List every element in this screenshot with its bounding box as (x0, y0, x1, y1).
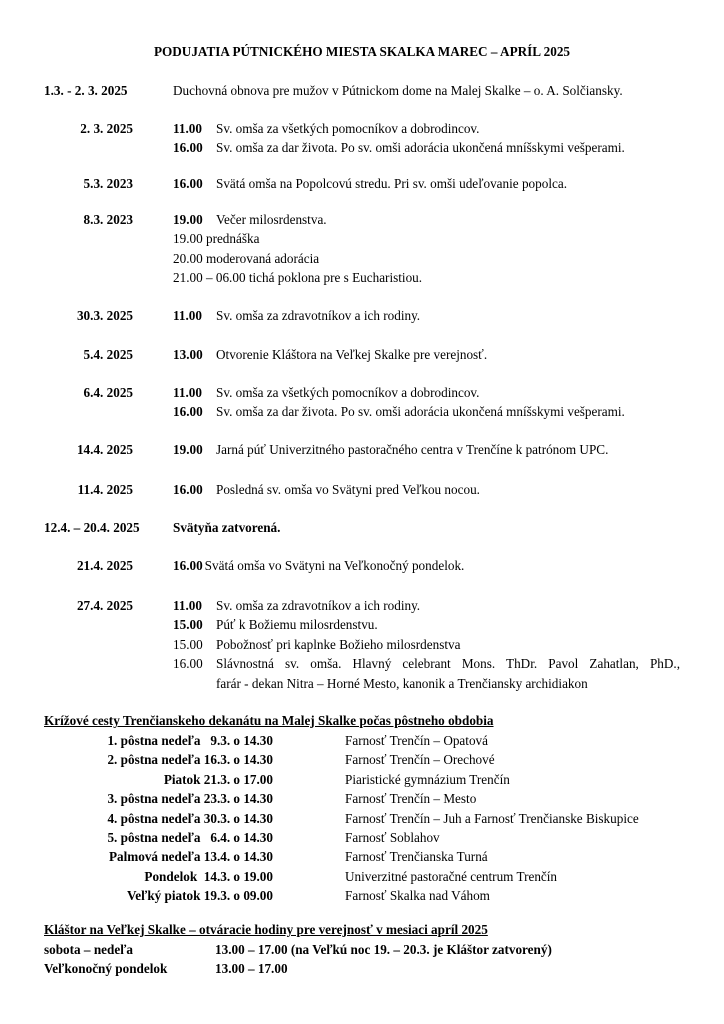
event-date: 2. 3. 2025 (80, 121, 133, 136)
event-line (173, 138, 625, 157)
event-line (173, 119, 479, 138)
event-date: 27.4. 2025 (76, 598, 133, 613)
krizova-cesta-date: 4. pôstna nedeľa 30.3. o 14.30 (107, 810, 273, 826)
event-line (173, 383, 479, 402)
event-line (173, 556, 464, 575)
page-title: PODUJATIA PÚTNICKÉHO MIESTA SKALKA MAREC – APRÍL 2025 (153, 44, 571, 59)
event-text: Jarná púť Univerzitného pastoračného centra v Trenčíne k patrónom UPC. (216, 442, 609, 457)
event-time: 15.00 (173, 636, 203, 652)
event-time: 15.00 (173, 617, 203, 633)
krizova-cesta-date: 3. pôstna nedeľa 23.3. o 14.30 (107, 791, 273, 807)
hours-label: sobota – nedeľa (44, 942, 133, 957)
event-text: Posledná sv. omša vo Svätyni pred Veľkou nocou. (216, 482, 480, 497)
event-line (173, 440, 608, 459)
event-time: 11.00 (173, 121, 202, 136)
event-date: 21.4. 2025 (76, 558, 133, 573)
event-line (173, 654, 680, 673)
event-line (173, 81, 623, 100)
krizova-cesta-date: 1. pôstna nedeľa 9.3. o 14.30 (107, 733, 273, 748)
event-date: 30.3. 2025 (76, 308, 133, 323)
event-text: Svätyňa zatvorená. (173, 520, 281, 535)
event-line (173, 518, 280, 537)
event-time: 16.00 (173, 656, 203, 672)
event-text: Sv. omša za dar života. Po sv. omši adorácia ukončená mníšskymi vešperami. (216, 140, 625, 156)
event-text: Duchovná obnova pre mužov v Pútnickom dome na Malej Skalke – o. A. Solčiansky. (173, 83, 623, 98)
event-text: Svätá omša na Popolcovú stredu. Pri sv. omši udeľovanie popolca. (216, 176, 567, 191)
event-line (173, 402, 625, 421)
event-text: farár - dekan Nitra – Horné Mesto, kanonik a Trenčiansky archidiakon (216, 675, 588, 691)
klastor-header: Kláštor na Veľkej Skalke – otváracie hodiny pre verejnosť v mesiaci apríl 2025 (44, 922, 488, 937)
event-line (173, 306, 420, 325)
event-text: Sv. omša za dar života. Po sv. omši adorácia ukončená mníšskymi vešperami. (216, 404, 625, 420)
krizova-cesta-date: Piatok 21.3. o 17.00 (163, 771, 273, 787)
event-time: 19.00 (173, 212, 203, 227)
krizova-cesta-parish: Farnosť Trenčianska Turná (345, 849, 488, 865)
event-text: Sv. omša za zdravotníkov a ich rodiny. (216, 598, 421, 613)
event-line (173, 615, 378, 634)
event-text: 19.00 prednáška (173, 231, 260, 247)
event-time: 11.00 (173, 385, 202, 400)
krizova-cesta-date: 2. pôstna nedeľa 16.3. o 14.30 (107, 752, 273, 768)
event-text: 20.00 moderovaná adorácia (173, 250, 320, 266)
event-line (173, 480, 480, 499)
krizova-cesta-date: Palmová nedeľa 13.4. o 14.30 (108, 849, 273, 865)
event-line (173, 596, 420, 615)
krizova-cesta-parish: Piaristické gymnázium Trenčín (345, 771, 510, 787)
event-time: 16.00 (173, 404, 203, 420)
event-text: Otvorenie Kláštora na Veľkej Skalke pre verejnosť. (216, 347, 488, 362)
event-text: Sv. omša za všetkých pomocníkov a dobrodincov. (216, 385, 480, 400)
event-text: 21.00 – 06.00 tichá poklona pre s Eucharistiou. (173, 270, 423, 286)
event-date: 14.4. 2025 (76, 442, 133, 457)
krizova-cesta-date: Pondelok 14.3. o 19.00 (144, 868, 273, 884)
hours-label: Veľkonočný pondelok (44, 961, 168, 977)
event-time: 13.00 (173, 347, 203, 362)
event-text: Slávnostná sv. omša. Hlavný celebrant Mons. ThDr. Pavol Zahatlan, PhD., (216, 656, 680, 672)
event-line (173, 249, 319, 268)
event-date: 5.3. 2023 (83, 176, 133, 191)
event-date: 11.4. 2025 (77, 482, 133, 497)
event-line (173, 210, 327, 229)
event-text: Púť k Božiemu milosrdenstvu. (216, 617, 378, 633)
event-line (173, 635, 460, 654)
event-time: 19.00 (173, 442, 203, 457)
event-date: 8.3. 2023 (83, 212, 133, 227)
krizova-cesta-parish: Farnosť Soblahov (345, 830, 440, 845)
event-line (173, 268, 422, 287)
event-date: 6.4. 2025 (83, 385, 133, 400)
krizova-cesta-date: 5. pôstna nedeľa 6.4. o 14.30 (107, 830, 273, 845)
event-text: Večer milosrdenstva. (216, 212, 327, 227)
krizova-cesta-parish: Farnosť Trenčín – Opatová (345, 733, 488, 748)
event-time: 16.00 (173, 558, 203, 573)
krizove-cesty-header: Krížové cesty Trenčianskeho dekanátu na Malej Skalke počas pôstneho obdobia (44, 713, 494, 728)
event-line (216, 674, 588, 693)
krizova-cesta-parish: Farnosť Trenčín – Mesto (345, 791, 477, 807)
event-text: Sv. omša za všetkých pomocníkov a dobrodincov. (216, 121, 480, 136)
event-line (173, 174, 567, 193)
event-date: 12.4. – 20.4. 2025 (44, 520, 140, 535)
krizova-cesta-parish: Farnosť Trenčín – Juh a Farnosť Trenčianske Biskupice (345, 810, 639, 826)
event-time: 16.00 (173, 176, 203, 191)
event-time: 16.00 (173, 482, 203, 497)
event-date: 1.3. - 2. 3. 2025 (44, 83, 128, 98)
krizova-cesta-parish: Univerzitné pastoračné centrum Trenčín (345, 868, 558, 884)
event-text: Sv. omša za zdravotníkov a ich rodiny. (216, 308, 421, 323)
event-text: Svätá omša vo Svätyni na Veľkonočný pondelok. (204, 558, 465, 573)
krizova-cesta-parish: Farnosť Skalka nad Váhom (345, 888, 490, 904)
event-time: 16.00 (173, 140, 203, 156)
krizova-cesta-parish: Farnosť Trenčín – Orechové (345, 752, 495, 768)
event-time: 11.00 (173, 308, 202, 323)
hours-value: 13.00 – 17.00 (215, 961, 288, 977)
krizova-cesta-date: Veľký piatok 19.3. o 09.00 (126, 888, 273, 904)
event-time: 11.00 (173, 598, 202, 613)
event-line (173, 345, 487, 364)
event-line (173, 229, 259, 248)
hours-value: 13.00 – 17.00 (na Veľkú noc 19. – 20.3. je Kláštor zatvorený) (215, 942, 552, 957)
event-date: 5.4. 2025 (83, 347, 133, 362)
event-text: Pobožnosť pri kaplnke Božieho milosrdenstva (216, 636, 461, 652)
